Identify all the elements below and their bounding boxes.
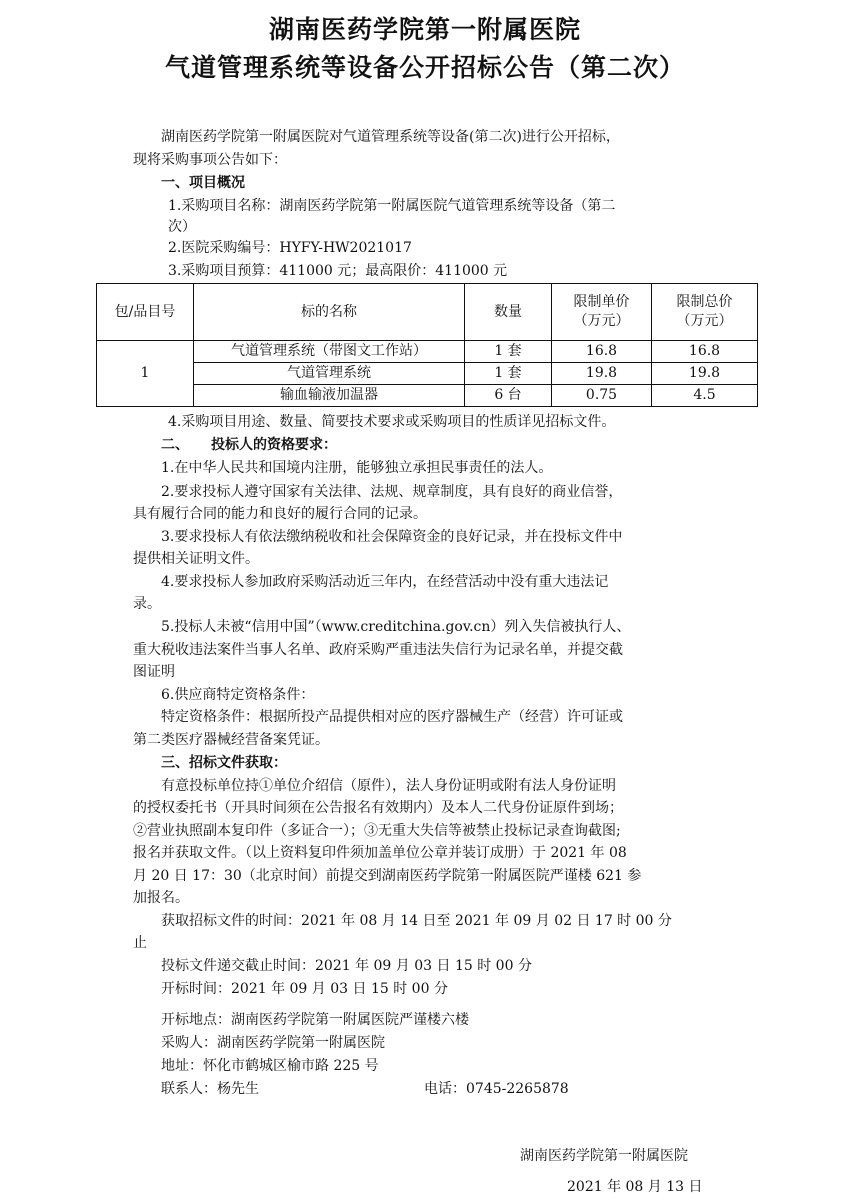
section3-p1-line6: 加报名。 (133, 890, 189, 906)
footer-date: 2021 年 08 月 13 日 (567, 1179, 703, 1195)
section2-p4-line1: 4.要求投标人参加政府采购活动近三年内，在经营活动中没有重大违法记 (161, 574, 609, 590)
total-price-cell: 16.8 (652, 341, 758, 363)
footer-organization: 湖南医药学院第一附属医院 (520, 1148, 688, 1164)
header-unit-price-label: 限制单价 (573, 294, 630, 310)
section1-heading: 一、项目概况 (161, 175, 245, 191)
section2-p7-line2: 第二类医疗器械经营备案凭证。 (133, 732, 329, 748)
section2-p6: 6.供应商特定资格条件： (161, 687, 315, 703)
section3-p1-line1: 有意投标单位持①单位介绍信（原件），法人身份证明或附有法人身份证明 (161, 778, 616, 794)
quantity-cell: 1 套 (465, 363, 552, 385)
intro-line2: 现将采购事项公告如下： (133, 152, 287, 168)
section2-p3-line1: 3.要求投标人有依法缴纳税收和社会保障资金的良好记录，并在投标文件中 (161, 529, 623, 545)
total-price-cell: 4.5 (652, 385, 758, 407)
section3-heading: 三、招标文件获取： (161, 755, 287, 771)
section2-p2-line1: 2.要求投标人遵守国家有关法律、法规、规章制度，具有良好的商业信誉， (161, 484, 623, 500)
package-number-cell: 1 (97, 341, 194, 407)
header-unit-price (552, 284, 652, 341)
header-item-name: 标的名称 (194, 284, 465, 341)
header-total-price-label: 限制总价 (676, 294, 733, 310)
section2-heading (161, 435, 337, 455)
section1-item3: 3.采购项目预算：411000 元；最高限价：411000 元 (168, 263, 508, 279)
quantity-cell: 1 套 (465, 341, 552, 363)
section3-p2-line1: 获取招标文件的时间：2021 年 08 月 14 日至 2021 年 09 月 02 日 17 时 00 分 (161, 913, 672, 929)
intro-line1: 湖南医药学院第一附属医院对气道管理系统等设备(第二次)进行公开招标， (161, 129, 620, 145)
section3-p1-line3: ②营业执照副本复印件（多证合一）；③无重大失信等被禁止投标记录查询截图; (133, 823, 621, 839)
section1-item2: 2.医院采购编号：HYFY-HW2021017 (168, 240, 412, 256)
header-package: 包/品目号 (97, 284, 194, 341)
table-row (97, 363, 758, 385)
bid-opening-time: 开标时间：2021 年 09 月 03 日 15 时 00 分 (161, 981, 448, 997)
section3-p1-line4: 报名并获取文件。（以上资料复印件须加盖单位公章并装订成册）于 2021 年 08 (133, 845, 627, 861)
section2-p5-line3: 图证明 (133, 664, 175, 680)
unit-price-cell: 16.8 (552, 341, 652, 363)
section1-item1-line1: 1.采购项目名称：湖南医药学院第一附属医院气道管理系统等设备（第二 (168, 198, 616, 214)
contact-phone: 电话：0745-2265878 (424, 1081, 569, 1097)
header-unit-price-unit: （万元） (573, 313, 630, 329)
table-header-row (97, 284, 758, 341)
quantity-cell: 6 台 (465, 385, 552, 407)
section2-p5-line1: 5.投标人未被“信用中国”（www.creditchina.gov.cn）列入失信被执行人、 (161, 619, 631, 635)
item-name-cell: 输血输液加温器 (194, 385, 465, 407)
table-row (97, 385, 758, 407)
bid-deadline: 投标文件递交截止时间：2021 年 09 月 03 日 15 时 00 分 (161, 958, 532, 974)
section2-p2-line2: 具有履行合同的能力和良好的履行合同的记录。 (133, 506, 427, 522)
section2-p5-line2: 重大税收违法案件当事人名单、政府采购严重违法失信行为记录名单，并提交截 (133, 642, 623, 658)
section2-p4-line2: 录。 (133, 596, 161, 612)
bid-items-table (96, 283, 758, 407)
contact-person: 联系人：杨先生 (161, 1081, 259, 1097)
section2-heading-number: 二、 (161, 437, 189, 453)
section3-p2-line2: 止 (133, 935, 147, 951)
header-quantity: 数量 (465, 284, 552, 341)
header-total-price (652, 284, 758, 341)
table-row (97, 341, 758, 363)
purchaser-address: 地址：怀化市鹤城区榆市路 225 号 (161, 1058, 379, 1074)
bid-opening-place: 开标地点：湖南医药学院第一附属医院严谨楼六楼 (161, 1012, 469, 1028)
document-title-line2: 气道管理系统等设备公开招标公告（第二次） (164, 53, 685, 82)
item-name-cell: 气道管理系统（带图文工作站） (194, 341, 465, 363)
section2-p7-line1: 特定资格条件：根据所投产品提供相对应的医疗器械生产（经营）许可证或 (161, 709, 623, 725)
document-title-line1: 湖南医药学院第一附属医院 (268, 15, 581, 44)
item-name-cell: 气道管理系统 (194, 363, 465, 385)
section1-item4: 4.采购项目用途、数量、简要技术要求或采购项目的性质详见招标文件。 (168, 414, 616, 430)
section2-p3-line2: 提供相关证明文件。 (133, 551, 259, 567)
purchaser: 采购人：湖南医药学院第一附属医院 (161, 1035, 385, 1051)
section2-p1: 1.在中华人民共和国境内注册，能够独立承担民事责任的法人。 (161, 460, 553, 476)
total-price-cell: 19.8 (652, 363, 758, 385)
section1-item1-line2: 次） (168, 219, 196, 235)
header-total-price-unit: （万元） (676, 313, 733, 329)
unit-price-cell: 19.8 (552, 363, 652, 385)
section2-heading-text: 投标人的资格要求： (211, 437, 337, 453)
section3-p1-line5: 月 20 日 17：30（北京时间）前提交到湖南医药学院第一附属医院严谨楼 621 参 (133, 868, 642, 884)
unit-price-cell: 0.75 (552, 385, 652, 407)
section3-p1-line2: 的授权委托书（开具时间须在公告报名有效期内）及本人二代身份证原件到场； (133, 800, 623, 816)
